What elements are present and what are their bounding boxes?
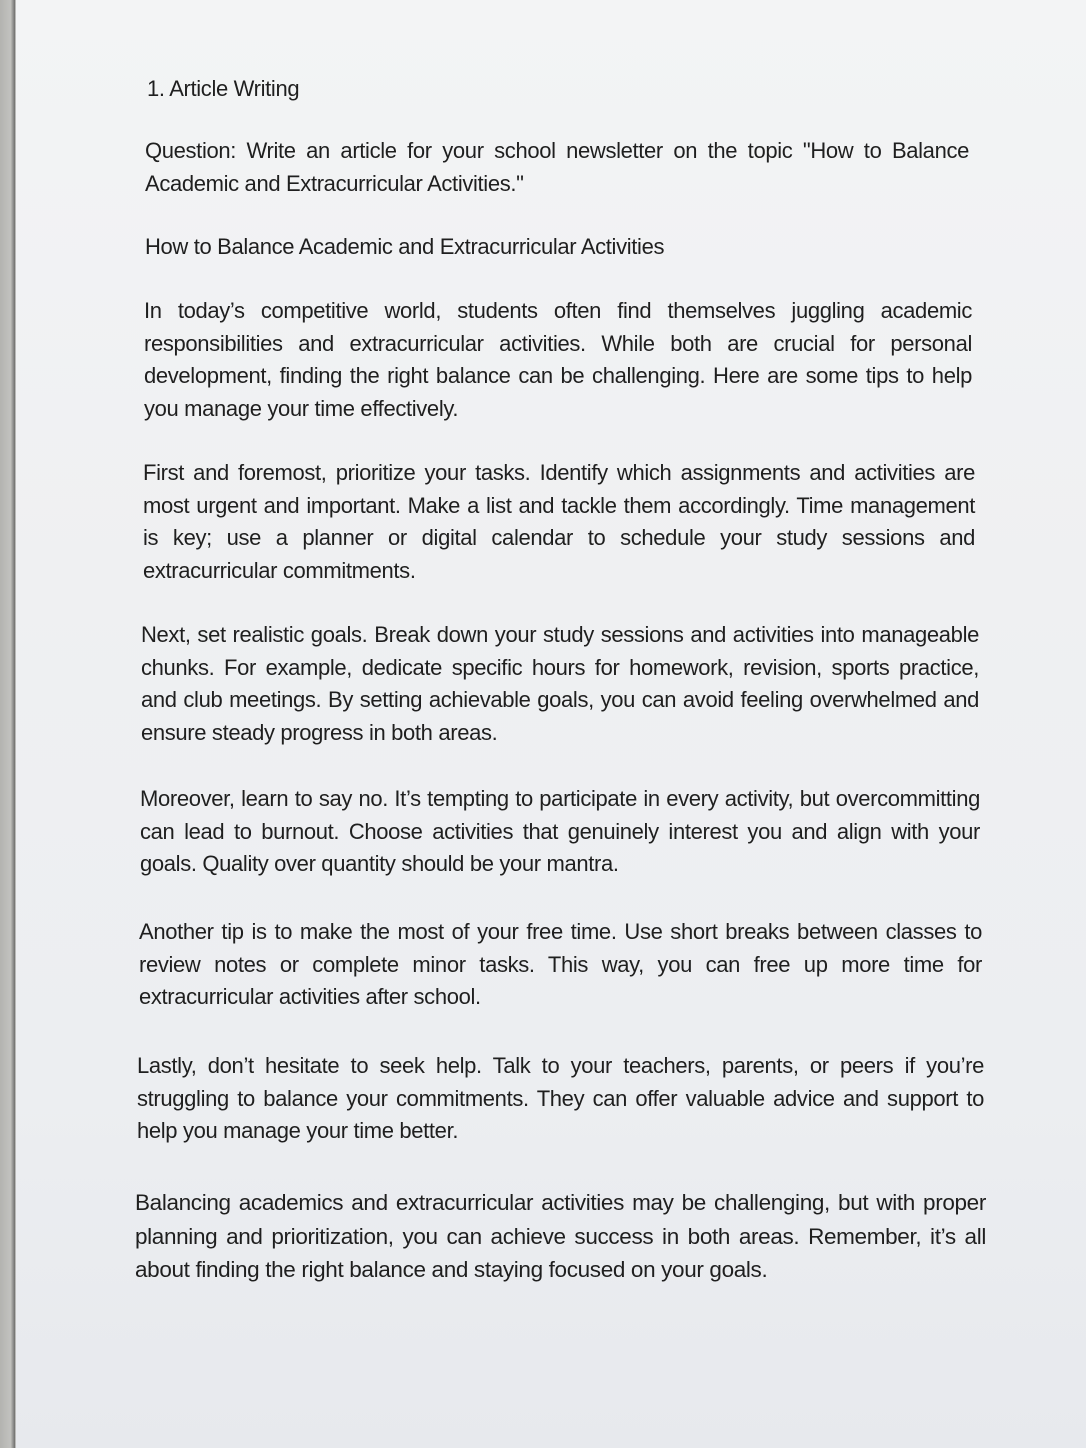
- question-prompt: Question: Write an article for your school newsletter on the topic "How to Balance Academic and Extracurricular Activities.": [145, 138, 969, 196]
- section-heading: 1. Article Writing: [147, 76, 300, 101]
- paragraph-prioritize: First and foremost, prioritize your tasks. Identify which assignments and activities are most urgent and important. Make a list and tackle them accordingly. Time management is key; use a planner or digital calendar to schedule your study sessions and extracurricular commitments.: [143, 460, 975, 583]
- paragraph-conclusion: Balancing academics and extracurricular activities may be challenging, but with proper planning and prioritization, you can achieve success in both areas. Remember, it’s all about finding the right balance and staying focused on your goals.: [135, 1190, 986, 1282]
- page-edge-shadow: [0, 0, 15, 1448]
- paragraph-seek-help: Lastly, don’t hesitate to seek help. Talk to your teachers, parents, or peers if you’re struggling to balance your commitments. They can offer valuable advice and support to help you manage your time better.: [137, 1053, 984, 1143]
- paragraph-free-time: Another tip is to make the most of your free time. Use short breaks between classes to review notes or complete minor tasks. This way, you can free up more time for extracurricular activities after school.: [139, 919, 982, 1009]
- printed-page: [16, 0, 1086, 1448]
- page-content: [16, 0, 1086, 1448]
- paragraph-intro: In today’s competitive world, students often find themselves juggling academic responsibilities and extracurricular activities. While both are crucial for personal development, finding the right balance can be challenging. Here are some tips to help you manage your time effectively.: [144, 298, 972, 421]
- paragraph-say-no: Moreover, learn to say no. It’s tempting to participate in every activity, but overcommitting can lead to burnout. Choose activities that genuinely interest you and align with your goals. Quality over quantity should be your mantra.: [140, 786, 980, 876]
- paragraph-goals: Next, set realistic goals. Break down your study sessions and activities into manageable chunks. For example, dedicate specific hours for homework, revision, sports practice, and club meetings. By setting achievable goals, you can avoid feeling overwhelmed and ensure steady progress in both areas.: [141, 622, 979, 745]
- article-title: How to Balance Academic and Extracurricular Activities: [145, 234, 665, 259]
